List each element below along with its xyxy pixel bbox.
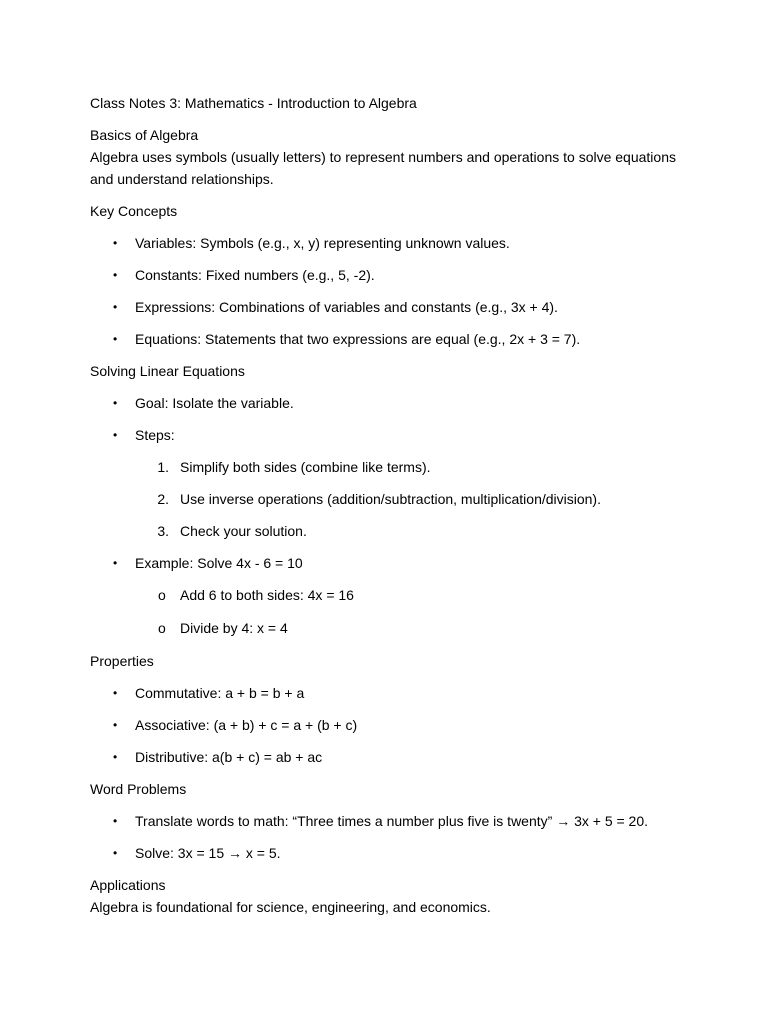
key-concepts-heading: Key Concepts xyxy=(90,203,178,219)
list-item: Variables: Symbols (e.g., x, y) representing unknown values. xyxy=(135,235,510,251)
step-number: 1. xyxy=(157,459,169,475)
applications-text: Algebra is foundational for science, engineering, and economics. xyxy=(90,899,491,915)
step-number: 3. xyxy=(157,523,169,539)
applications-heading: Applications xyxy=(90,877,166,893)
basics-text-line-1: Algebra uses symbols (usually letters) to represent numbers and operations to solve equations xyxy=(90,149,676,165)
list-item: Goal: Isolate the variable. xyxy=(135,395,294,411)
basics-heading: Basics of Algebra xyxy=(90,127,199,143)
list-item: Constants: Fixed numbers (e.g., 5, -2). xyxy=(135,267,375,283)
list-item: Expressions: Combinations of variables and constants (e.g., 3x + 4). xyxy=(135,299,558,315)
step-number: 2. xyxy=(157,491,169,507)
step-text: Check your solution. xyxy=(180,523,307,539)
bullet-icon: • xyxy=(113,300,118,314)
word-problems-heading: Word Problems xyxy=(90,781,187,797)
step-text: Simplify both sides (combine like terms). xyxy=(180,459,431,475)
list-item: Associative: (a + b) + c = a + (b + c) xyxy=(135,717,358,733)
bullet-icon: • xyxy=(113,814,118,828)
bullet-icon: • xyxy=(113,396,118,410)
sub-bullet-icon: o xyxy=(158,587,166,603)
bullet-icon: • xyxy=(113,332,118,346)
solving-heading: Solving Linear Equations xyxy=(90,363,245,379)
list-item: Equations: Statements that two expressions are equal (e.g., 2x + 3 = 7). xyxy=(135,331,581,347)
sub-bullet-icon: o xyxy=(158,620,166,636)
list-item: Translate words to math: “Three times a number plus five is twenty” → 3x + 5 = 20. xyxy=(135,813,649,829)
basics-text-line-2: and understand relationships. xyxy=(90,171,274,187)
list-item: Example: Solve 4x - 6 = 10 xyxy=(135,555,303,571)
sub-list-item: Add 6 to both sides: 4x = 16 xyxy=(180,587,354,603)
bullet-icon: • xyxy=(113,750,118,764)
bullet-icon: • xyxy=(113,428,118,442)
bullet-icon: • xyxy=(113,556,118,570)
bullet-icon: • xyxy=(113,268,118,282)
list-item: Commutative: a + b = b + a xyxy=(135,685,305,701)
list-item: Solve: 3x = 15 → x = 5. xyxy=(135,845,281,861)
step-text: Use inverse operations (addition/subtraction, multiplication/division). xyxy=(180,491,601,507)
list-item: Distributive: a(b + c) = ab + ac xyxy=(135,749,323,765)
sub-list-item: Divide by 4: x = 4 xyxy=(180,620,288,636)
bullet-icon: • xyxy=(113,846,118,860)
document-title: Class Notes 3: Mathematics - Introduction to Algebra xyxy=(90,95,417,111)
bullet-icon: • xyxy=(113,686,118,700)
bullet-icon: • xyxy=(113,236,118,250)
properties-heading: Properties xyxy=(90,653,154,669)
list-item: Steps: xyxy=(135,427,175,443)
bullet-icon: • xyxy=(113,718,118,732)
